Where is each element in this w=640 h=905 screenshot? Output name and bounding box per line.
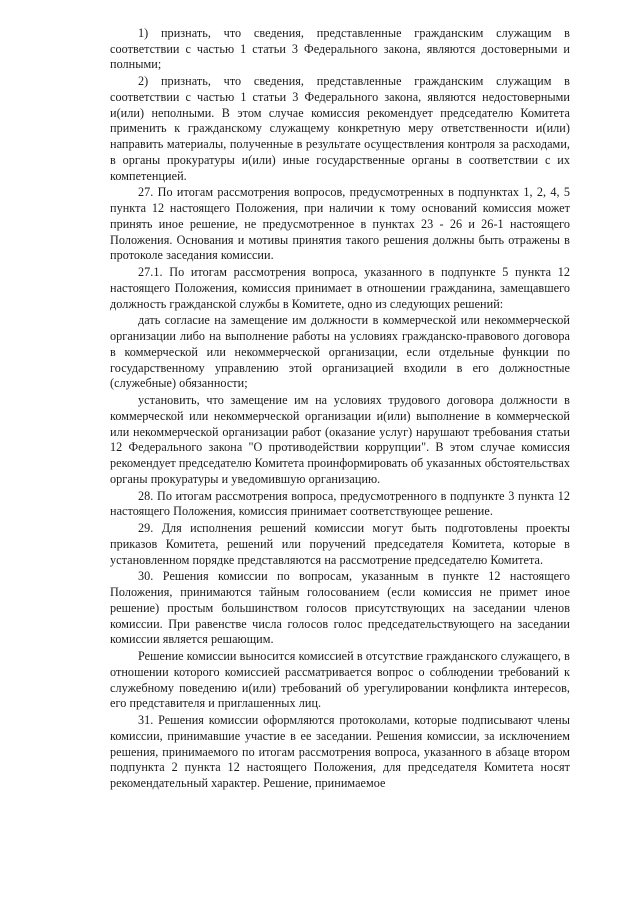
paragraph-10: Решение комиссии выносится комиссией в отсутствие гражданского служащего, в отношении которого комиссией рассматривается вопрос о соблюдении требований к служебному поведению и(или) требований об урегулировании конфликта интересов, его представителя и приглашенных лиц. [110, 649, 570, 711]
paragraph-5: дать согласие на замещение им должности в коммерческой или некоммерческой организации либо на выполнение работы на условиях гражданско-правового договора в коммерческой или некоммерческой организации, если отдельные функции по государственному управлению этой организацией входили в его должностные (служебные) обязанности; [110, 313, 570, 391]
paragraph-3: 27. По итогам рассмотрения вопросов, предусмотренных в подпунктах 1, 2, 4, 5 пункта 12 настоящего Положения, при наличии к тому оснований комиссия может принять иное решение, не предусмотренное в пунктах 23 - 26 и 26-1 настоящего Положения. Основания и мотивы принятия такого решения должны быть отражены в протоколе заседания комиссии. [110, 185, 570, 263]
paragraph-6: установить, что замещение им на условиях трудового договора должности в коммерческой или некоммерческой организации и(или) выполнение в коммерческой или некоммерческой организации работ (оказание услуг) нарушают требования статьи 12 Федерального закона "О противодействии коррупции". В этом случае комиссия рекомендует председателю Комитета проинформировать об указанных обстоятельствах органы прокуратуры и уведомившую организацию. [110, 393, 571, 486]
paragraph-8: 29. Для исполнения решений комиссии могут быть подготовлены проекты приказов Комитета, решений или поручений председателя Комитета, которые в установленном порядке представляются на рассмотрение председателю Комитета. [110, 521, 570, 567]
paragraph-11: 31. Решения комиссии оформляются протоколами, которые подписывают члены комиссии, принимавшие участие в ее заседании. Решения комиссии, за исключением решения, принимаемого по итогам рассмотрения вопроса, указанного в абзаце втором подпункта 2 пункта 12 настоящего Положения, для председателя Комитета носят рекомендательный характер. Решение, принимаемое [110, 713, 570, 790]
paragraph-9: 30. Решения комиссии по вопросам, указанным в пункте 12 настоящего Положения, принимаются тайным голосованием (если комиссия не примет иное решение) простым большинством голосов присутствующих на заседании членов комиссии. При равенстве числа голосов голос председательствующего на заседании комиссии является решающим. [110, 569, 570, 647]
paragraph-2: 2) признать, что сведения, представленные гражданским служащим в соответствии с частью 1 статьи 3 Федерального закона, являются недостоверными и(или) неполными. В этом случае комиссия рекомендует председателю Комитета применить к гражданскому служащему конкретную меру ответственности и(или) направить материалы, полученные в результате осуществления контроля за расходами, в органы прокуратуры и(или) иные государственные органы в соответствии с их компетенцией. [110, 74, 570, 183]
paragraph-4: 27.1. По итогам рассмотрения вопроса, указанного в подпункте 5 пункта 12 настоящего Положения, комиссия принимает в отношении гражданина, замещавшего должность гражданской службы в Комитете, одно из следующих решений: [110, 265, 570, 311]
paragraph-7: 28. По итогам рассмотрения вопроса, предусмотренного в подпункте 3 пункта 12 настоящего Положения, комиссия принимает соответствующее решение. [110, 488, 570, 519]
document-page [110, 26, 570, 793]
paragraph-1: 1) признать, что сведения, представленные гражданским служащим в соответствии с частью 1 статьи 3 Федерального закона, являются достоверными и полными; [110, 26, 570, 72]
